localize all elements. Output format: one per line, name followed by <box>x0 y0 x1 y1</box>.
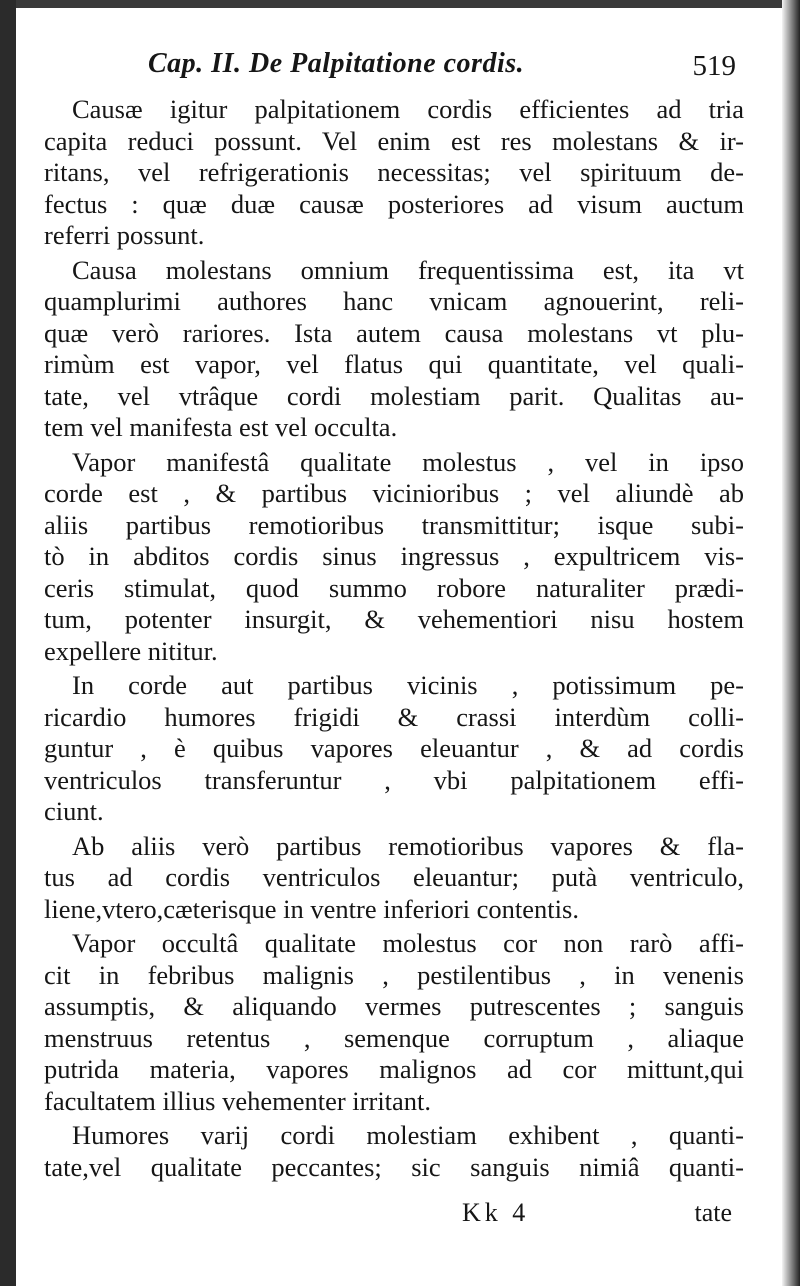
text-line: ciunt. <box>44 796 104 826</box>
text-line: Ab aliis verò partibus remotioribus vapores & fla- <box>72 830 744 861</box>
text-line: cit in febribus malignis , pestilentibus , in venenis <box>44 959 744 990</box>
signature-mark: Kk 4 <box>462 1198 530 1227</box>
paragraph-7 <box>44 1120 744 1183</box>
text-line: Vapor occultâ qualitate molestus cor non rarò affi- <box>72 928 744 958</box>
text-line: quæ verò rariores. Ista autem causa molestans vt plu- <box>44 317 744 348</box>
text-line: tus ad cordis ventriculos eleuantur; putà ventriculo, <box>44 862 744 892</box>
body-text <box>44 94 744 1183</box>
text-line: putrida materia, vapores malignos ad cor mittunt,qui <box>44 1054 744 1084</box>
text-line: corde est , & partibus vicinioribus ; vel aliundè ab <box>44 478 744 508</box>
book-page <box>44 40 744 1270</box>
text-line: Causa molestans omnium frequentissima est, ita vt <box>72 254 744 285</box>
paragraph-6 <box>44 928 744 1117</box>
text-line: liene,vtero,cæterisque in ventre inferiori contentis. <box>44 893 579 924</box>
text-line: capita reduci possunt. Vel enim est res molestans & ir- <box>44 125 744 156</box>
text-line: ventriculos transferuntur , vbi palpitationem effi- <box>44 764 744 795</box>
scan-edge-left <box>0 0 16 1286</box>
paragraph-1 <box>44 94 744 252</box>
page-header <box>44 40 744 94</box>
page-number: 519 <box>692 50 736 82</box>
text-line: rimùm est vapor, vel flatus qui quantitate, vel quali- <box>44 349 744 379</box>
text-line: In corde aut partibus vicinis , potissimum pe- <box>72 670 744 700</box>
catchword: tate <box>694 1198 732 1227</box>
running-title: Cap. II. De Palpitatione cordis. <box>148 48 525 79</box>
text-line: expellere nititur. <box>44 635 218 666</box>
text-line: tem vel manifesta est vel occulta. <box>44 412 398 442</box>
text-line: ritans, vel refrigerationis necessitas; vel spirituum de- <box>44 157 744 187</box>
text-line: Vapor manifestâ qualitate molestus , vel in ipso <box>72 446 744 477</box>
text-line: referri possunt. <box>44 220 205 250</box>
paragraph-2 <box>44 255 744 444</box>
text-line: facultatem illius vehementer irritant. <box>44 1085 432 1116</box>
text-line: quamplurimi authores hanc vnicam agnouerint, reli- <box>44 286 744 316</box>
paragraph-4 <box>44 670 744 828</box>
text-line: fectus : quæ duæ causæ posteriores ad visum auctum <box>44 188 744 219</box>
paragraph-3 <box>44 447 744 668</box>
page-footer <box>44 1198 744 1232</box>
text-line: aliis partibus remotioribus transmittitur; isque subi- <box>44 509 744 540</box>
scan-edge-top <box>0 0 800 8</box>
text-line: Humores varij cordi molestiam exhibent , quanti- <box>72 1120 744 1150</box>
text-line: tum, potenter insurgit, & vehementiori nisu hostem <box>44 604 744 634</box>
paragraph-5 <box>44 831 744 926</box>
text-line: ricardio humores frigidi & crassi interdùm colli- <box>44 701 744 732</box>
text-line: tò in abditos cordis sinus ingressus , expultricem vis- <box>44 541 744 571</box>
text-line: tate, vel vtrâque cordi molestiam parit. Qualitas au- <box>44 380 744 411</box>
text-line: ceris stimulat, quod summo robore naturaliter prædi- <box>44 572 744 603</box>
text-line: guntur , è quibus vapores eleuantur , & ad cordis <box>44 733 744 763</box>
text-line: assumptis, & aliquando vermes putrescentes ; sanguis <box>44 991 744 1021</box>
text-line: menstruus retentus , semenque corruptum , aliaque <box>44 1022 744 1053</box>
text-line: tate,vel qualitate peccantes; sic sanguis nimiâ quanti- <box>44 1151 744 1182</box>
book-gutter-right <box>782 0 800 1286</box>
text-line: Causæ igitur palpitationem cordis efficientes ad tria <box>72 94 744 124</box>
